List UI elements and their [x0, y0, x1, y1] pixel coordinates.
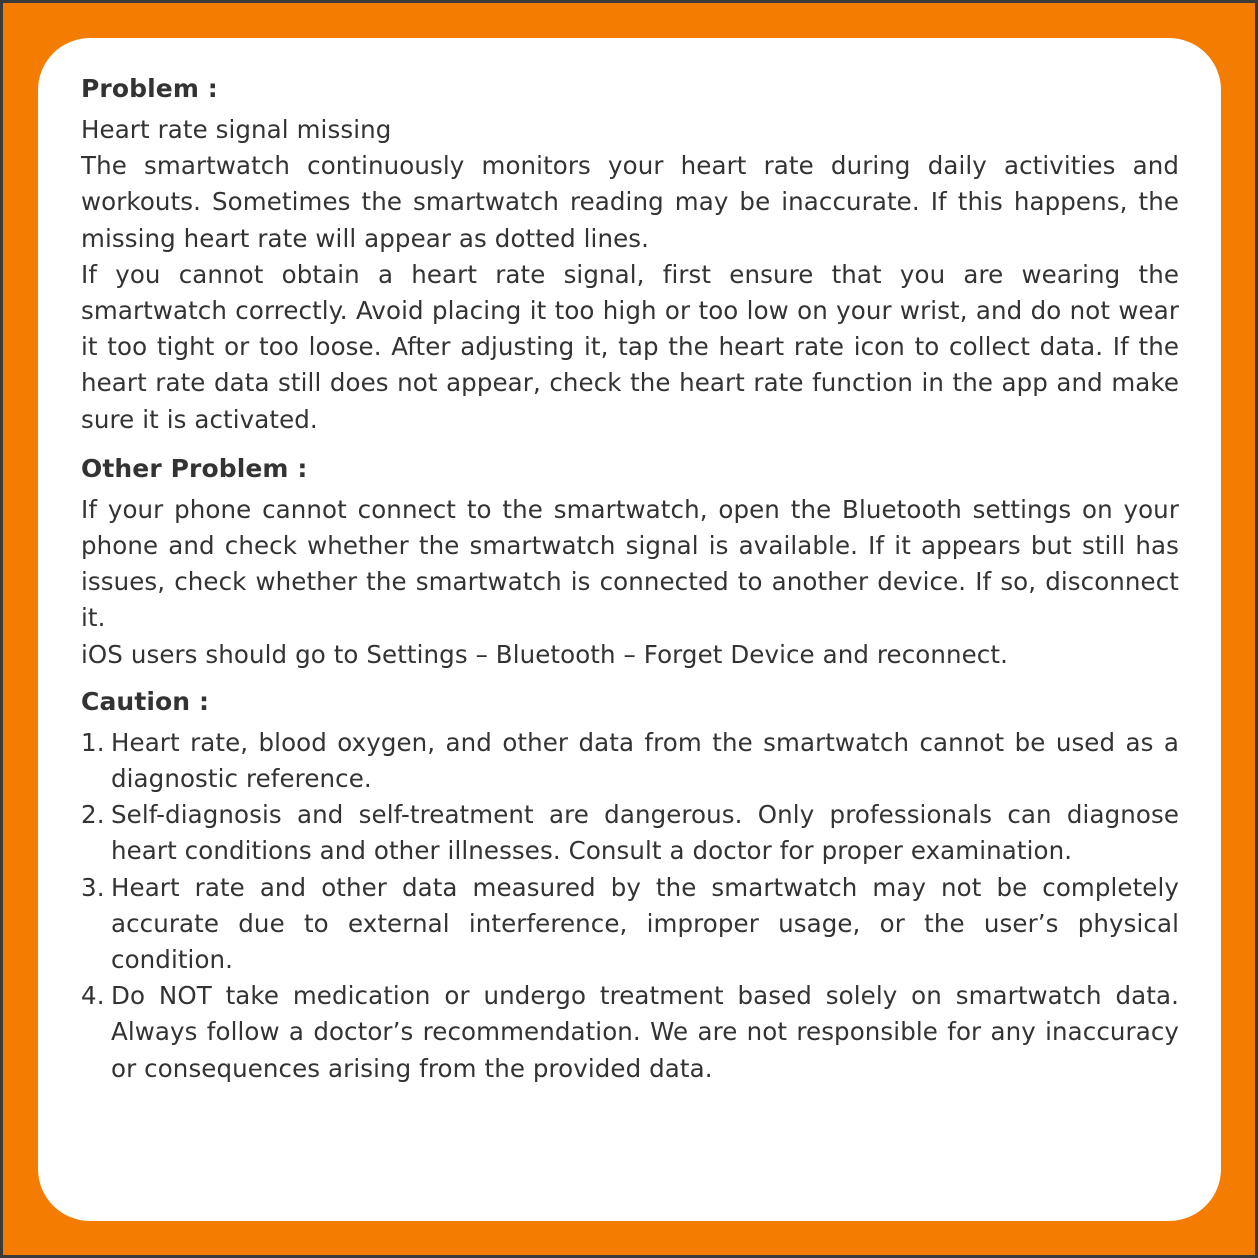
problem-paragraph-2: If you cannot obtain a heart rate signal, first ensure that you are wearing the smartwatch correctly. Avoid placing it too high or too low on your wrist, and do not wear it too tight or too loose. After adjusting it, tap the heart rate icon to collect data. If the heart rate data still does not appear, check the heart rate function in the app and make sure it is activated. [81, 259, 1179, 434]
caution-item-text: Heart rate, blood oxygen, and other data from the smartwatch cannot be used as a diagnostic reference. [111, 727, 1179, 794]
caution-item-number: 4. [81, 981, 105, 1011]
caution-item-number: 1. [81, 727, 105, 757]
other-problem-heading: Other Problem : [81, 453, 308, 483]
caution-list [81, 725, 1179, 1087]
caution-item-number: 2. [81, 800, 105, 830]
caution-heading: Caution : [81, 686, 210, 716]
caution-item-2 [81, 797, 1179, 869]
orange-frame [3, 3, 1255, 1255]
caution-item-3 [81, 870, 1179, 979]
problem-paragraph-1: The smartwatch continuously monitors your heart rate during daily activities and workouts. Sometimes the smartwatch reading may be inaccurate. If this happens, the missing heart rate will appear as dotted lines. [81, 151, 1179, 253]
caution-item-number: 3. [81, 872, 105, 902]
content-card [38, 38, 1221, 1221]
other-problem-paragraph-2: iOS users should go to Settings – Bluetooth – Forget Device and reconnect. [81, 639, 1008, 669]
other-problem-paragraph-1: If your phone cannot connect to the smartwatch, open the Bluetooth settings on your phone and check whether the smartwatch signal is available. If it appears but still has issues, check whether the smartwatch is connected to another device. If so, disconnect it. [81, 494, 1179, 633]
caution-item-text: Do NOT take medication or undergo treatment based solely on smartwatch data. Always follow a doctor’s recommendation. We are not responsible for any inaccuracy or consequences arising from the provided data. [111, 981, 1179, 1083]
problem-subtitle: Heart rate signal missing [81, 115, 392, 144]
caution-item-text: Self-diagnosis and self-treatment are dangerous. Only professionals can diagnose heart conditions and other illnesses. Consult a doctor for proper examination. [111, 800, 1179, 866]
caution-item-4 [81, 978, 1179, 1087]
problem-heading: Problem : [81, 74, 218, 103]
troubleshooting-content [81, 70, 1179, 1087]
caution-item-text: Heart rate and other data measured by the smartwatch may not be completely accurate due to external interference, improper usage, or the user’s physical condition. [111, 872, 1179, 975]
caution-item-1 [81, 725, 1179, 797]
